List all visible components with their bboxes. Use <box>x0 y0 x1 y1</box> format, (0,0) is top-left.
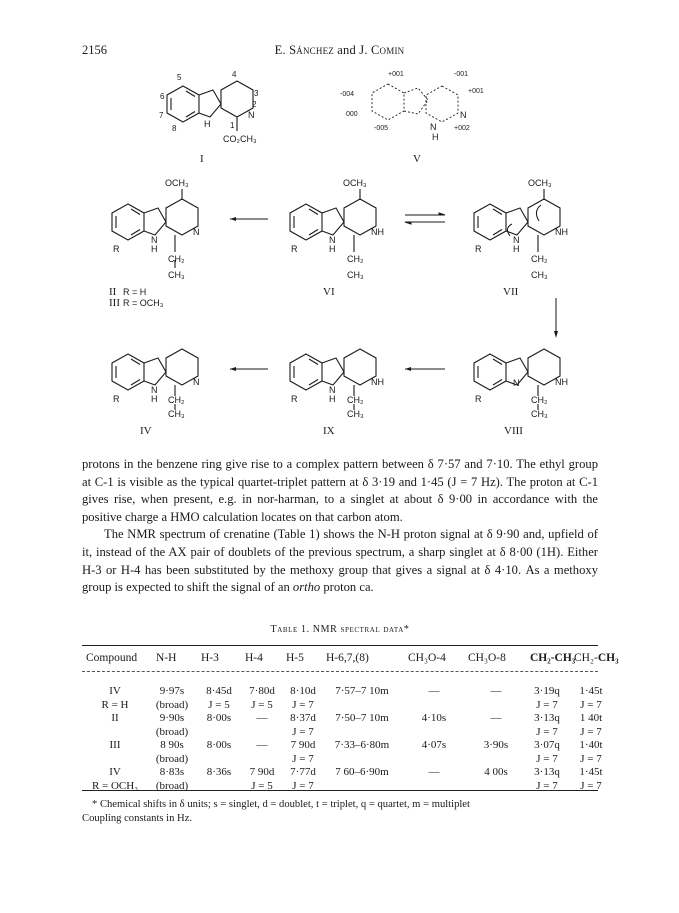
struct-II-och3: OCH₃ <box>165 178 189 188</box>
compound-label-I: I <box>200 153 204 165</box>
struct-IV-ch3: CH₃ <box>168 409 185 419</box>
struct-VI-ch2: CH₂ <box>347 254 364 264</box>
struct-I-label-4: 4 <box>232 70 237 79</box>
struct-VI-n: N <box>329 235 336 245</box>
struct-VII-h: H <box>513 244 520 254</box>
compound-label-VI: VI <box>323 286 335 298</box>
struct-I-n: N <box>248 110 255 120</box>
footnote-line-1: * Chemical shifts in δ units; s = singlet, d = doublet, t = triplet, q = quartet, m = multiplet <box>92 799 470 810</box>
paragraph-2: The NMR spectrum of crenatine (Table 1) shows the N-H proton signal at δ 9·90 and, upfield of it, instead of the AX pair of doublets of the previous spectrum, a sharp singlet at δ 8·00 (1H). Either H-3 or H-4 has been substituted by the methoxy group that gives a signal at δ 4·10. As a methoxy group is expected to shift the signal of an ortho proton ca. <box>82 527 598 595</box>
struct-I-nh: H <box>204 119 211 129</box>
struct-IX-ch2: CH₂ <box>347 395 364 405</box>
table-cell: J = 5 <box>251 779 273 792</box>
compound-label-V: V <box>413 153 421 165</box>
reaction-arrow-down-head <box>554 331 558 338</box>
struct-I-label-1: 1 <box>230 121 235 130</box>
struct-V-nh: N <box>430 122 437 132</box>
table-cell: R = H <box>101 698 129 711</box>
col-ch3o4: CH₃O-4 <box>408 652 446 664</box>
table-cell: 1·40t <box>579 739 603 751</box>
table-cell: J = 7 <box>580 779 602 792</box>
struct-IV-r: R <box>113 394 120 404</box>
hmo-charge-1: +001 <box>388 71 404 78</box>
table-cell: J = 7 <box>292 779 314 792</box>
col-ch2-ch3-b: CH₂-CH₃ <box>574 652 619 664</box>
table-cell: 7·77d <box>290 766 316 778</box>
paragraph-1: protons in the benzene ring give rise to a complex pattern between δ 7·57 and 7·10. The ethyl group at C-1 is visible as the typical quartet-triplet pattern at δ 3·19 and 1·45 (J = 7 Hz). The proton at C-1 gives rise, when present, e.g. in nor-harman, to a singlet at about δ 9·00 in accordance with the positive charge a HMO calculation locates on that carbon atom. <box>82 457 598 524</box>
col-nh: N-H <box>156 652 177 664</box>
compound-label-IV: IV <box>140 425 152 437</box>
table-cell: IV <box>109 766 121 778</box>
table-cell: 7 90d <box>290 739 316 751</box>
page-number: 2156 <box>82 43 107 57</box>
reaction-arrow-3-head <box>405 367 411 371</box>
struct-II-r: R <box>113 244 120 254</box>
table-cell: J = 7 <box>536 779 558 792</box>
table-cell: (broad) <box>155 725 189 738</box>
struct-VI-ch3: CH₃ <box>347 270 364 280</box>
table-cell: 7·33–6·80m <box>334 739 390 751</box>
compound-label-III: III <box>109 297 120 309</box>
structure-II-III <box>109 178 200 309</box>
struct-VI-och3: OCH₃ <box>343 178 367 188</box>
table-cell: (broad) <box>155 779 189 792</box>
struct-IV-n: N <box>193 377 200 387</box>
table-cell: 4·07s <box>421 739 447 751</box>
equilibrium-arrows <box>405 213 445 224</box>
struct-II-nh: N <box>151 235 158 245</box>
table-cell: 7·57–7 10m <box>335 685 389 697</box>
struct-I-label-3: 3 <box>254 89 259 98</box>
table-cell: (broad) <box>155 752 189 765</box>
table-caption: Table 1. NMR spectral data* <box>270 624 410 635</box>
struct-VIII-ch3: CH₃ <box>531 409 548 419</box>
hmo-charge-3: -004 <box>340 91 355 98</box>
struct-VII-r: R <box>475 244 482 254</box>
table-footnote <box>82 798 598 826</box>
table-cell: 9·90s <box>159 712 185 724</box>
struct-IX-ch3: CH₃ <box>347 409 364 419</box>
table-cell: — <box>490 712 502 724</box>
table-cell: 1·45t <box>579 766 603 778</box>
table-cell: J = 5 <box>251 698 273 711</box>
struct-VII-ch3: CH₃ <box>531 270 548 280</box>
structure-VIII <box>474 349 568 437</box>
table-cell: J = 7 <box>292 752 314 765</box>
struct-II-h: H <box>151 244 158 254</box>
table-cell: — <box>256 712 268 724</box>
col-h3: H-3 <box>201 652 219 664</box>
struct-V-n: N <box>460 110 467 120</box>
compound-label-VIII: VIII <box>504 425 523 437</box>
table-cell: 8·10d <box>290 685 316 697</box>
struct-II-ch3: CH₃ <box>168 270 185 280</box>
struct-VI-nh: NH <box>371 227 384 237</box>
footnote-line-2: Coupling constants in Hz. <box>82 813 193 824</box>
table-cell: 1·45t <box>579 685 603 697</box>
structure-VI <box>290 178 384 298</box>
r-substituent-och3: R = OCH₃ <box>123 298 164 308</box>
reaction-arrow-1-head <box>230 217 236 221</box>
hmo-charge-2: -001 <box>454 71 469 78</box>
table-cell: R = OCH₃ <box>91 779 139 792</box>
table-cell: J = 7 <box>292 698 314 711</box>
structure-I <box>159 70 259 165</box>
struct-I-label-6: 6 <box>160 92 165 101</box>
r-substituent-h: R = H <box>123 287 147 297</box>
struct-II-ch2: CH₂ <box>168 254 185 264</box>
table-cell: J = 7 <box>580 698 602 711</box>
table-header-rule <box>82 671 598 672</box>
struct-V-h: H <box>432 132 439 142</box>
table-cell: — <box>428 766 440 778</box>
table-cell: 8·37d <box>290 712 316 724</box>
table-cell: J = 7 <box>580 725 602 738</box>
table-cell: 8·83s <box>159 766 185 778</box>
struct-VI-h: H <box>329 244 336 254</box>
compound-label-II: II <box>109 286 117 298</box>
struct-I-label-2: 2 <box>252 100 257 109</box>
table-cell: J = 7 <box>536 725 558 738</box>
table-cell: 8 90s <box>160 739 184 751</box>
struct-VII-och3: OCH₃ <box>528 178 552 188</box>
struct-I-label-5: 5 <box>177 73 182 82</box>
table-cell: 8·36s <box>206 766 232 778</box>
struct-VII-n: N <box>513 235 520 245</box>
table-cell: 7 90d <box>249 766 275 778</box>
compound-label-IX: IX <box>323 425 335 437</box>
table-cell: 7·50–7 10m <box>335 712 389 724</box>
table-cell: 8·45d <box>206 685 232 697</box>
col-ch3o8: CH₃O-8 <box>468 652 506 664</box>
table-cell: — <box>428 685 440 697</box>
table-cell: 4·10s <box>421 712 447 724</box>
struct-VII-nh: NH <box>555 227 568 237</box>
table-cell: (broad) <box>155 698 189 711</box>
struct-VIII-n: N <box>513 378 520 388</box>
body-text <box>82 456 598 597</box>
structure-VII <box>474 178 568 298</box>
table-cell: IV <box>109 685 121 697</box>
running-title: E. Sánchez and J. Comin <box>274 43 405 57</box>
table-cell: 4 00s <box>484 766 508 778</box>
chemical-structures-figure <box>0 0 679 450</box>
struct-VIII-nh: NH <box>555 377 568 387</box>
table-cell: 3·90s <box>483 739 509 751</box>
table-cell: J = 7 <box>580 752 602 765</box>
table-cell: 8·00s <box>206 712 232 724</box>
table-cell: 3·19q <box>534 685 560 697</box>
col-ch2-ch3-a: CH₂-CH₃ <box>530 652 576 664</box>
table-cell: 8·00s <box>206 739 232 751</box>
compound-label-VII: VII <box>503 286 519 298</box>
reaction-arrow-2-head <box>230 367 236 371</box>
struct-VI-r: R <box>291 244 298 254</box>
hmo-charge-6: -005 <box>374 125 389 132</box>
struct-II-n: N <box>193 227 200 237</box>
hmo-charge-4: +001 <box>468 88 484 95</box>
col-h4: H-4 <box>245 652 263 664</box>
col-h5: H-5 <box>286 652 304 664</box>
struct-IV-ch2: CH₂ <box>168 395 185 405</box>
struct-I-ester: CO₂CH₃ <box>223 134 257 144</box>
struct-I-label-7: 7 <box>159 111 164 120</box>
table-top-rule <box>82 645 598 646</box>
hmo-charge-7: +002 <box>454 125 470 132</box>
struct-I-label-8: 8 <box>172 124 177 133</box>
table-cell: 9·97s <box>159 685 185 697</box>
struct-IX-n: N <box>329 385 336 395</box>
table-cell: J = 7 <box>536 752 558 765</box>
struct-IV-h: H <box>151 394 158 404</box>
table-cell: — <box>256 739 268 751</box>
table-cell: — <box>490 685 502 697</box>
table-cell: J = 7 <box>292 725 314 738</box>
table-cell: 7·80d <box>249 685 275 697</box>
table-cell: III <box>109 739 121 751</box>
table-cell: J = 7 <box>536 698 558 711</box>
structure-IV <box>112 349 200 437</box>
col-h678: H-6,7,(8) <box>326 652 369 664</box>
table-cell: 3·07q <box>534 739 560 751</box>
struct-VII-ch2: CH₂ <box>531 254 548 264</box>
structure-V <box>372 84 458 122</box>
struct-IX-h: H <box>329 394 336 404</box>
col-compound: Compound <box>86 652 138 664</box>
table-cell: 7 60–6·90m <box>335 766 389 778</box>
struct-VIII-ch2: CH₂ <box>531 395 548 405</box>
struct-IV-nh: N <box>151 385 158 395</box>
struct-VIII-r: R <box>475 394 482 404</box>
structure-IX <box>290 349 384 437</box>
struct-IX-nh: NH <box>371 377 384 387</box>
table-cell: 1 40t <box>579 712 603 724</box>
table-cell: 3·13q <box>534 712 560 724</box>
table-cell: J = 5 <box>208 698 230 711</box>
table-cell: 3·13q <box>534 766 560 778</box>
hmo-charge-5: 000 <box>346 111 358 118</box>
struct-IX-r: R <box>291 394 298 404</box>
table-cell: II <box>111 712 119 724</box>
